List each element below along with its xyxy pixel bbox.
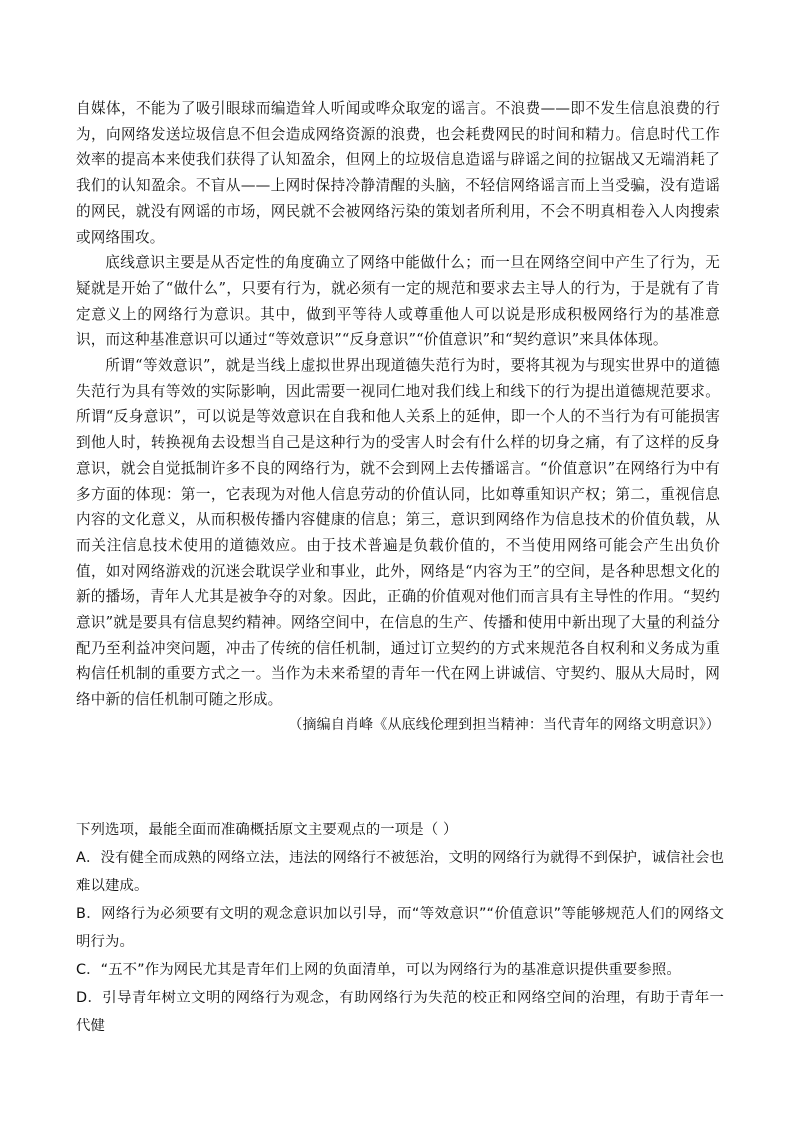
- reading-passage: [76, 96, 720, 739]
- passage-paragraph: 所谓“等效意识”，就是当线上虚拟世界出现道德失范行为时，要将其视为与现实世界中的道德失范行为具有等效的实际影响，因此需要一视同仁地对我们线上和线下的行为提出道德规范要求。所谓“反身意识”，可以说是等效意识在自我和他人关系上的延伸，即一个人的不当行为有可能损害到他人时，转换视角去设想当自己是这种行为的受害人时会有什么样的切身之痛，有了这样的反身意识，就会自觉抵制许多不良的网络行为，就不会到网上去传播谣言。“价值意识”在网络行为中有多方面的体现：第一，它表现为对他人信息劳动的价值认同，比如尊重知识产权；第二，重视信息内容的文化意义，从而积极传播内容健康的信息；第三，意识到网络作为信息技术的价值负载，从而关注信息技术使用的道德效应。由于技术普遍是负载价值的，不当使用网络可能会产生出负价值，如对网络游戏的沉迷会耽误学业和事业，此外，网络是“内容为王”的空间，是各种思想文化的新的播场，青年人尤其是被争夺的对象。因此，正确的价值观对他们而言具有主导性的作用。“契约意识”就是要具有信息契约精神。网络空间中，在信息的生产、传播和使用中新出现了大量的利益分配乃至利益冲突问题，冲击了传统的信任机制，通过订立契约的方式来规范各自权利和义务成为重构信任机制的重要方式之一。当作为未来希望的青年一代在网上讲诚信、守契约、服从大局时，网络中新的信任机制可随之形成。: [76, 357, 720, 709]
- question-option-a: A．没有健全而成熟的网络立法，违法的网络行不被惩治，文明的网络行为就得不到保护，诚信社会也难以建成。: [76, 850, 724, 894]
- question-option-b: B．网络行为必须要有文明的观念意识加以引导，而“等效意识”“价值意识”等能够规范人们的网络文明行为。: [76, 906, 724, 950]
- question-option-c: C．“五不”作为网民尤其是青年们上网的负面清单，可以为网络行为的基准意识提供重要参照。: [76, 962, 681, 978]
- passage-paragraph: 自媒体，不能为了吸引眼球而编造耸人听闻或哗众取宠的谣言。不浪费——即不发生信息浪费的行为，向网络发送垃圾信息不但会造成网络资源的浪费，也会耗费网民的时间和精力。信息时代工作效率的提高本来使我们获得了认知盈余，但网上的垃圾信息造谣与辟谣之间的拉锯战又无端消耗了我们的认知盈余。不盲从——上网时保持冷静清醒的头脑，不轻信网络谣言而上当受骗，没有造谣的网民，就没有网谣的市场，网民就不会被网络污染的策划者所利用，不会不明真相卷入人肉搜索或网络围攻。: [76, 100, 720, 246]
- question-option-d: D．引导青年树立文明的网络行为观念，有助网络行为失范的校正和网络空间的治理，有助于青年一代健: [76, 990, 724, 1034]
- question-block: [76, 816, 724, 1040]
- passage-source: （摘编自肖峰《从底线伦理到担当精神：当代青年的网络文明意识》）: [288, 716, 720, 733]
- passage-paragraph: 底线意识主要是从否定性的角度确立了网络中能做什么；而一旦在网络空间中产生了行为，无疑就是开始了“做什么”，只要有行为，就必须有一定的规范和要求去主导人的行为，于是就有了肯定意义上的网络行为意识。其中，做到平等待人或尊重他人可以说是形成积极网络行为的基准意识，而这种基准意识可以通过“等效意识”“反身意识”“价值意识”和“契约意识”来具体体现。: [76, 254, 720, 349]
- question-stem: 下列选项，最能全面而准确概括原文主要观点的一项是（ ）: [76, 822, 458, 838]
